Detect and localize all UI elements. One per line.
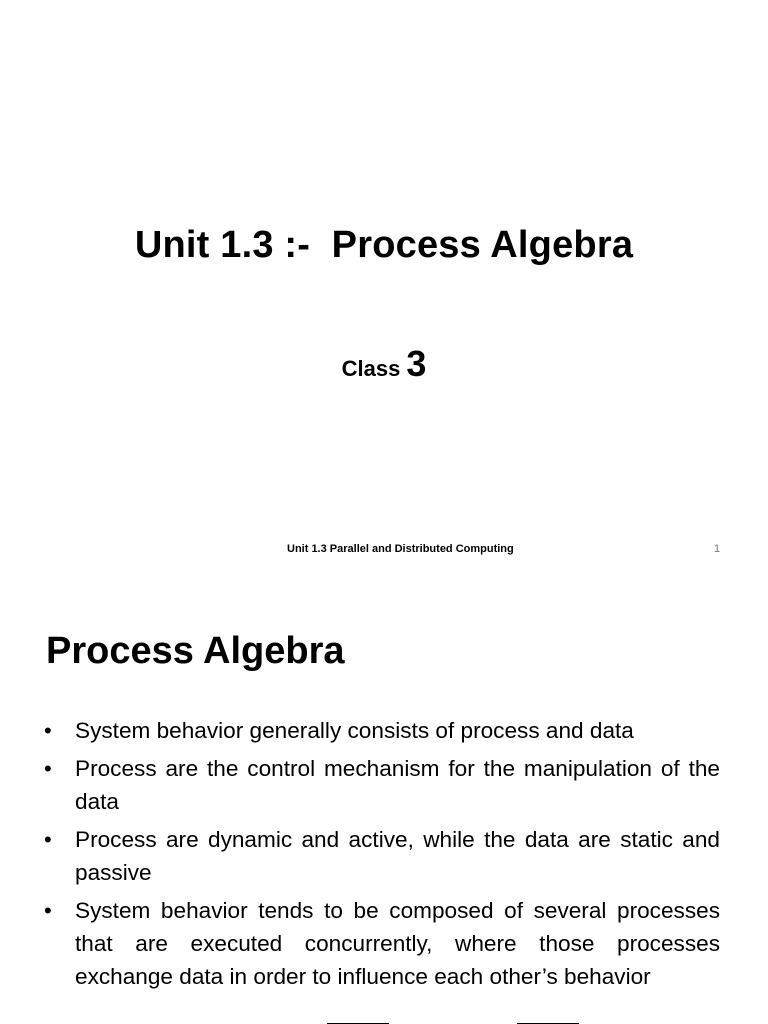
bullet-item: [44, 823, 720, 889]
bullet-list: [44, 714, 720, 998]
slide-subtitle: [0, 340, 768, 396]
content-slide: [0, 576, 768, 1024]
bullet-item: [44, 894, 720, 993]
slide-heading: Process Algebra: [46, 630, 345, 672]
bullet-dot-icon: •: [44, 827, 52, 852]
bullet-text: System behavior generally consists of process and data: [75, 718, 634, 743]
page-number: 1: [714, 543, 721, 555]
class-label: Class: [341, 356, 401, 381]
class-number: 3: [406, 343, 427, 384]
bullet-dot-icon: •: [44, 756, 52, 781]
slide-footer: Unit 1.3 Parallel and Distributed Computing: [287, 543, 514, 555]
bullet-dot-icon: •: [44, 718, 52, 743]
bullet-text: System behavior tends to be composed of several processes that are executed concurrently, where those processes exchange data in order to influence each other’s behavior: [75, 898, 720, 989]
bullet-text: Process are the control mechanism for the manipulation of the data: [75, 756, 720, 814]
slide-title: Unit 1.3 :- Process Algebra: [134, 224, 634, 266]
bullet-item: [44, 752, 720, 818]
bullet-dot-icon: •: [44, 898, 52, 923]
bullet-item: [44, 714, 720, 747]
bullet-text: Process are dynamic and active, while the data are static and passive: [75, 827, 720, 885]
